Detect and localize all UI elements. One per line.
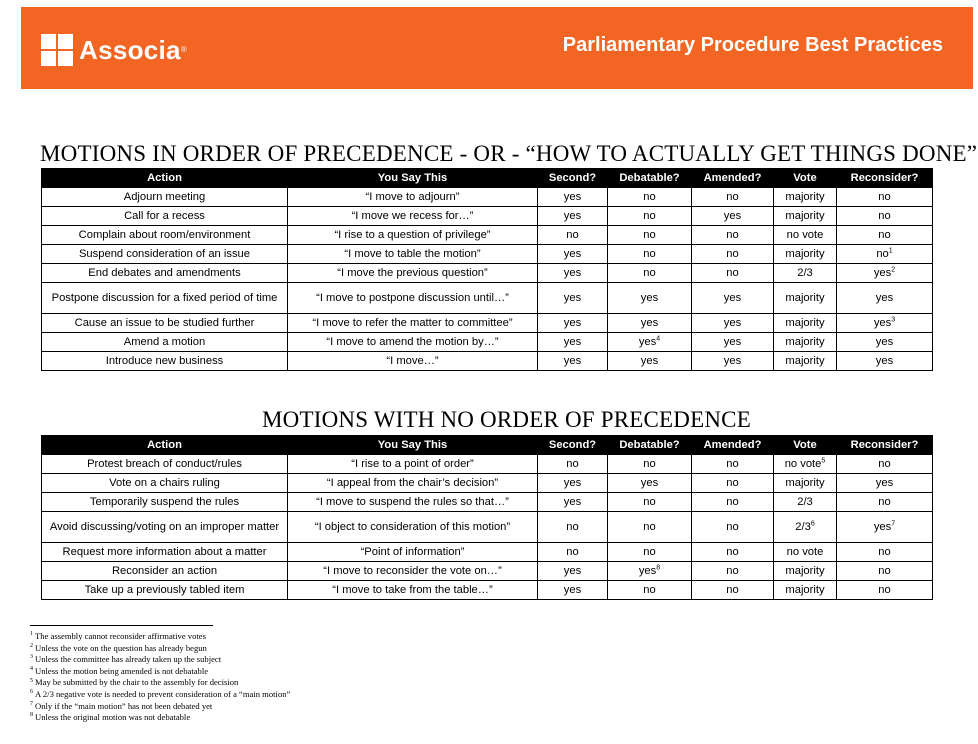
cell-second: yes [538,264,608,283]
cell-vote: majority [774,333,837,352]
cell-vote: no vote [774,543,837,562]
cell-you-say-this: “I move we recess for…” [288,207,538,226]
cell-action: Amend a motion [42,333,288,352]
footnote-ref: 3 [891,316,896,324]
footnote-ref: 7 [891,520,896,528]
column-header-amended: Amended? [692,436,774,455]
cell-debatable: no [608,188,692,207]
footnote-item: $^8$ Unless the original motion was not debatable [30,712,191,723]
cell-you-say-this: “I move the previous question” [288,264,538,283]
cell-you-say-this: “I move to postpone discussion until…” [288,283,538,314]
cell-you-say-this: “Point of information” [288,543,538,562]
cell-reconsider: yes$^2$ [837,264,933,283]
column-header-you-say-this: You Say This [288,169,538,188]
cell-vote: 2/3 [774,493,837,512]
cell-vote: majority [774,474,837,493]
cell-amended: no [692,493,774,512]
column-header-action: Action [42,436,288,455]
table-row [42,207,933,226]
table-row [42,245,933,264]
cell-action: Suspend consideration of an issue [42,245,288,264]
precedence-table [41,168,933,371]
cell-reconsider: no [837,543,933,562]
cell-vote: 2/3 [774,264,837,283]
table-row [42,226,933,245]
cell-action: Call for a recess [42,207,288,226]
column-header-reconsider: Reconsider? [837,436,933,455]
cell-vote: majority [774,581,837,600]
cell-you-say-this: “I move…” [288,352,538,371]
cell-amended: no [692,562,774,581]
column-header-action: Action [42,169,288,188]
cell-reconsider: yes [837,283,933,314]
cell-second: yes [538,245,608,264]
cell-amended: yes [692,207,774,226]
cell-you-say-this: “I move to refer the matter to committee” [288,314,538,333]
cell-action: Avoid discussing/voting on an improper matter [42,512,288,543]
cell-vote: no vote$^5$ [774,455,837,474]
cell-debatable: no [608,245,692,264]
footnote-item: $^6$ A 2/3 negative vote is needed to prevent consideration of a “main motion” [30,688,291,699]
cell-second: yes [538,352,608,371]
footnote-ref: 1 [888,247,893,255]
cell-debatable: no [608,207,692,226]
cell-reconsider: no [837,581,933,600]
page-title: Parliamentary Procedure Best Practices [562,34,943,56]
cell-action: Postpone discussion for a fixed period of time [42,283,288,314]
table-row [42,474,933,493]
cell-amended: no [692,581,774,600]
cell-you-say-this: “I move to amend the motion by…” [288,333,538,352]
cell-amended: no [692,512,774,543]
cell-second: no [538,512,608,543]
cell-you-say-this: “I move to take from the table…” [288,581,538,600]
cell-debatable: yes$^8$ [608,562,692,581]
cell-reconsider: $no^1$ [837,245,933,264]
footnote-ref: 8 [656,564,661,572]
section-title-precedence: MOTIONS IN ORDER OF PRECEDENCE - OR - “HOW TO ACTUALLY GET THINGS DONE” [40,141,978,166]
cell-you-say-this: “I move to adjourn” [288,188,538,207]
cell-action: Adjourn meeting [42,188,288,207]
cell-amended: no [692,264,774,283]
cell-action: Request more information about a matter [42,543,288,562]
cell-amended: no [692,474,774,493]
cell-vote: majority [774,283,837,314]
cell-action: Temporarily suspend the rules [42,493,288,512]
cell-you-say-this: “I appeal from the chair’s decision” [288,474,538,493]
cell-second: no [538,455,608,474]
footnote-item: $^7$ Only if the “main motion” has not been debated yet [30,700,213,711]
logo-text: Associa [79,34,181,65]
column-header-second: Second? [538,169,608,188]
cell-second: yes [538,493,608,512]
cell-action: Cause an issue to be studied further [42,314,288,333]
footnote-item: $^3$ Unless the committee has already taken up the subject [30,654,222,665]
cell-vote: majority [774,314,837,333]
footnote-ref: 6 [810,520,815,528]
associa-logo-icon [41,34,73,66]
cell-second: yes [538,314,608,333]
cell-second: yes [538,207,608,226]
cell-debatable: yes [608,352,692,371]
footnote-divider [30,625,213,626]
column-header-you-say-this: You Say This [288,436,538,455]
footnote-ref: 5 [821,457,826,465]
cell-action: Complain about room/environment [42,226,288,245]
cell-debatable: no [608,512,692,543]
table-row [42,283,933,314]
cell-reconsider: yes [837,474,933,493]
cell-reconsider: no [837,207,933,226]
table-row [42,493,933,512]
cell-amended: yes [692,333,774,352]
column-header-vote: Vote [774,436,837,455]
cell-debatable: yes [608,283,692,314]
cell-reconsider: yes$^7$ [837,512,933,543]
cell-debatable: no [608,581,692,600]
cell-amended: no [692,543,774,562]
column-header-reconsider: Reconsider? [837,169,933,188]
footnote-ref: 2 [891,266,896,274]
cell-second: yes [538,474,608,493]
cell-vote: majority [774,562,837,581]
table-row [42,455,933,474]
cell-debatable: no [608,493,692,512]
cell-action: Take up a previously tabled item [42,581,288,600]
cell-vote: $2/3^6$ [774,512,837,543]
cell-amended: yes [692,283,774,314]
cell-second: no [538,543,608,562]
cell-debatable: no [608,543,692,562]
cell-reconsider: yes$^3$ [837,314,933,333]
cell-amended: yes [692,314,774,333]
footnote-item: $^2$ Unless the vote on the question has already begun [30,642,207,653]
table-row [42,543,933,562]
cell-you-say-this: “I rise to a point of order” [288,455,538,474]
footnote-ref: 4 [656,335,661,343]
cell-second: yes [538,581,608,600]
column-header-debatable: Debatable? [608,169,692,188]
associa-logo: Associa ® [41,33,187,67]
table-row [42,352,933,371]
cell-action: Vote on a chairs ruling [42,474,288,493]
table-row [42,264,933,283]
cell-second: yes [538,333,608,352]
section-title-no-precedence: MOTIONS WITH NO ORDER OF PRECEDENCE [262,407,751,432]
cell-you-say-this: “I object to consideration of this motion” [288,512,538,543]
footnote-item: $^1$ The assembly cannot reconsider affirmative votes [30,631,206,641]
column-header-second: Second? [538,436,608,455]
cell-amended: yes [692,352,774,371]
table-row [42,581,933,600]
cell-amended: no [692,188,774,207]
column-header-debatable: Debatable? [608,436,692,455]
cell-vote: majority [774,207,837,226]
cell-action: Reconsider an action [42,562,288,581]
cell-second: yes [538,283,608,314]
cell-debatable: yes [608,474,692,493]
footnote-item: $^4$ Unless the motion being amended is not debatable [30,665,209,676]
footnotes [30,631,290,724]
cell-action: Introduce new business [42,352,288,371]
cell-amended: no [692,455,774,474]
cell-you-say-this: “I move to reconsider the vote on…” [288,562,538,581]
cell-you-say-this: “I rise to a question of privilege” [288,226,538,245]
table-row [42,333,933,352]
cell-you-say-this: “I move to suspend the rules so that…” [288,493,538,512]
header-row [42,436,933,455]
cell-debatable: yes [608,314,692,333]
cell-reconsider: no [837,562,933,581]
cell-action: Protest breach of conduct/rules [42,455,288,474]
cell-debatable: yes$^4$ [608,333,692,352]
header-banner [21,7,973,89]
cell-second: no [538,226,608,245]
cell-you-say-this: “I move to table the motion” [288,245,538,264]
cell-action: End debates and amendments [42,264,288,283]
cell-reconsider: no [837,226,933,245]
cell-vote: majority [774,188,837,207]
cell-reconsider: no [837,493,933,512]
column-header-vote: Vote [774,169,837,188]
column-header-amended: Amended? [692,169,774,188]
cell-second: yes [538,562,608,581]
table-row [42,314,933,333]
cell-second: yes [538,188,608,207]
table-row [42,562,933,581]
table-row [42,188,933,207]
cell-reconsider: no [837,455,933,474]
cell-debatable: no [608,226,692,245]
cell-reconsider: no [837,188,933,207]
cell-reconsider: yes [837,352,933,371]
no-precedence-table [41,435,933,600]
cell-debatable: no [608,455,692,474]
cell-debatable: no [608,264,692,283]
table-row [42,512,933,543]
cell-amended: no [692,226,774,245]
footnote-item: $^5$ May be submitted by the chair to the assembly for decision [30,677,239,688]
header-row [42,169,933,188]
cell-vote: majority [774,245,837,264]
cell-vote: no vote [774,226,837,245]
cell-reconsider: yes [837,333,933,352]
cell-vote: majority [774,352,837,371]
cell-amended: no [692,245,774,264]
